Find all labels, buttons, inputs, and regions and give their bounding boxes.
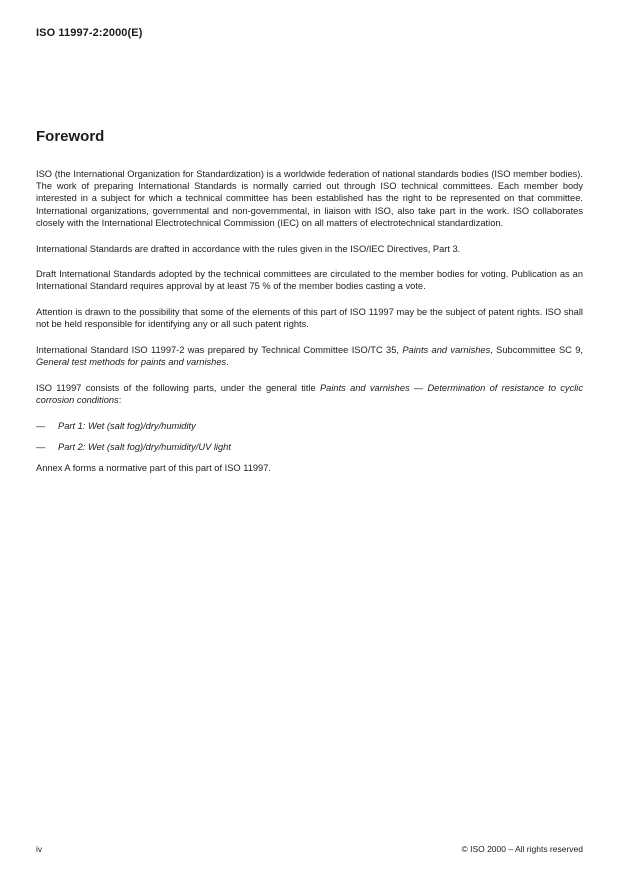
list-item-part2 xyxy=(36,441,583,453)
paragraph-parts-intro xyxy=(36,382,583,406)
list-item-part1 xyxy=(36,420,583,432)
page-number: iv xyxy=(36,844,43,854)
parts-intro-text: ISO 11997 consists of the following parts, under the general title xyxy=(36,382,320,393)
committee-text-2: , Subcommittee SC 9, xyxy=(490,345,583,356)
paragraph-iso-federation: ISO (the International Organization for Standardization) is a worldwide federation of national standards bodies (ISO member bodies). The work of preparing International Standards is normally carried out through ISO technical committees. Each member body interested in a subject for which a technical committee has been established has the right to be represented on that committee. International organizations, governmental and non-governmental, in liaison with ISO, also take part in the work. ISO collaborates closely with the International Electrotechnical Commission (IEC) on all matters of electrotechnical standardization. xyxy=(36,169,583,228)
document-footer xyxy=(36,844,583,854)
list-dash: — xyxy=(36,442,46,453)
list-dash: — xyxy=(36,420,46,431)
document-header xyxy=(36,27,142,39)
subcommittee-title-italic: General test methods for paints and varnishes xyxy=(36,357,227,368)
paragraph-patent-rights: Attention is drawn to the possibility that some of the elements of this part of ISO 11997 may be the subject of patent rights. ISO shall not be held responsible for identifying any or all such patent rights. xyxy=(36,307,583,330)
section-title: Foreword xyxy=(36,128,105,145)
copyright-notice: © ISO 2000 – All rights reserved xyxy=(461,844,583,854)
paragraph-annex: Annex A forms a normative part of this part of ISO 11997. xyxy=(36,463,271,474)
paragraph-committee xyxy=(36,344,583,368)
paragraph-directives: International Standards are drafted in accordance with the rules given in the ISO/IEC Directives, Part 3. xyxy=(36,243,461,254)
list-item-label: Part 1: Wet (salt fog)/dry/humidity xyxy=(58,420,196,431)
paragraph-voting: Draft International Standards adopted by the technical committees are circulated to the member bodies for voting. Publication as an International Standard requires approval by at least 75 % of the member bodies casting a vote. xyxy=(36,269,583,292)
committee-text-3: . xyxy=(226,357,229,368)
parts-intro-colon: : xyxy=(118,395,122,406)
document-reference: ISO 11997-2:2000(E) xyxy=(36,27,143,39)
foreword-section xyxy=(36,128,583,488)
committee-text-1: International Standard ISO 11997-2 was prepared by Technical Committee ISO/TC 35, xyxy=(36,345,403,356)
committee-title-italic: Paints and varnishes xyxy=(402,345,491,356)
general-title-italic: Paints and varnishes — Determination of resistance to cyclic corrosion conditions xyxy=(36,382,583,406)
list-item-label: Part 2: Wet (salt fog)/dry/humidity/UV light xyxy=(58,442,231,453)
